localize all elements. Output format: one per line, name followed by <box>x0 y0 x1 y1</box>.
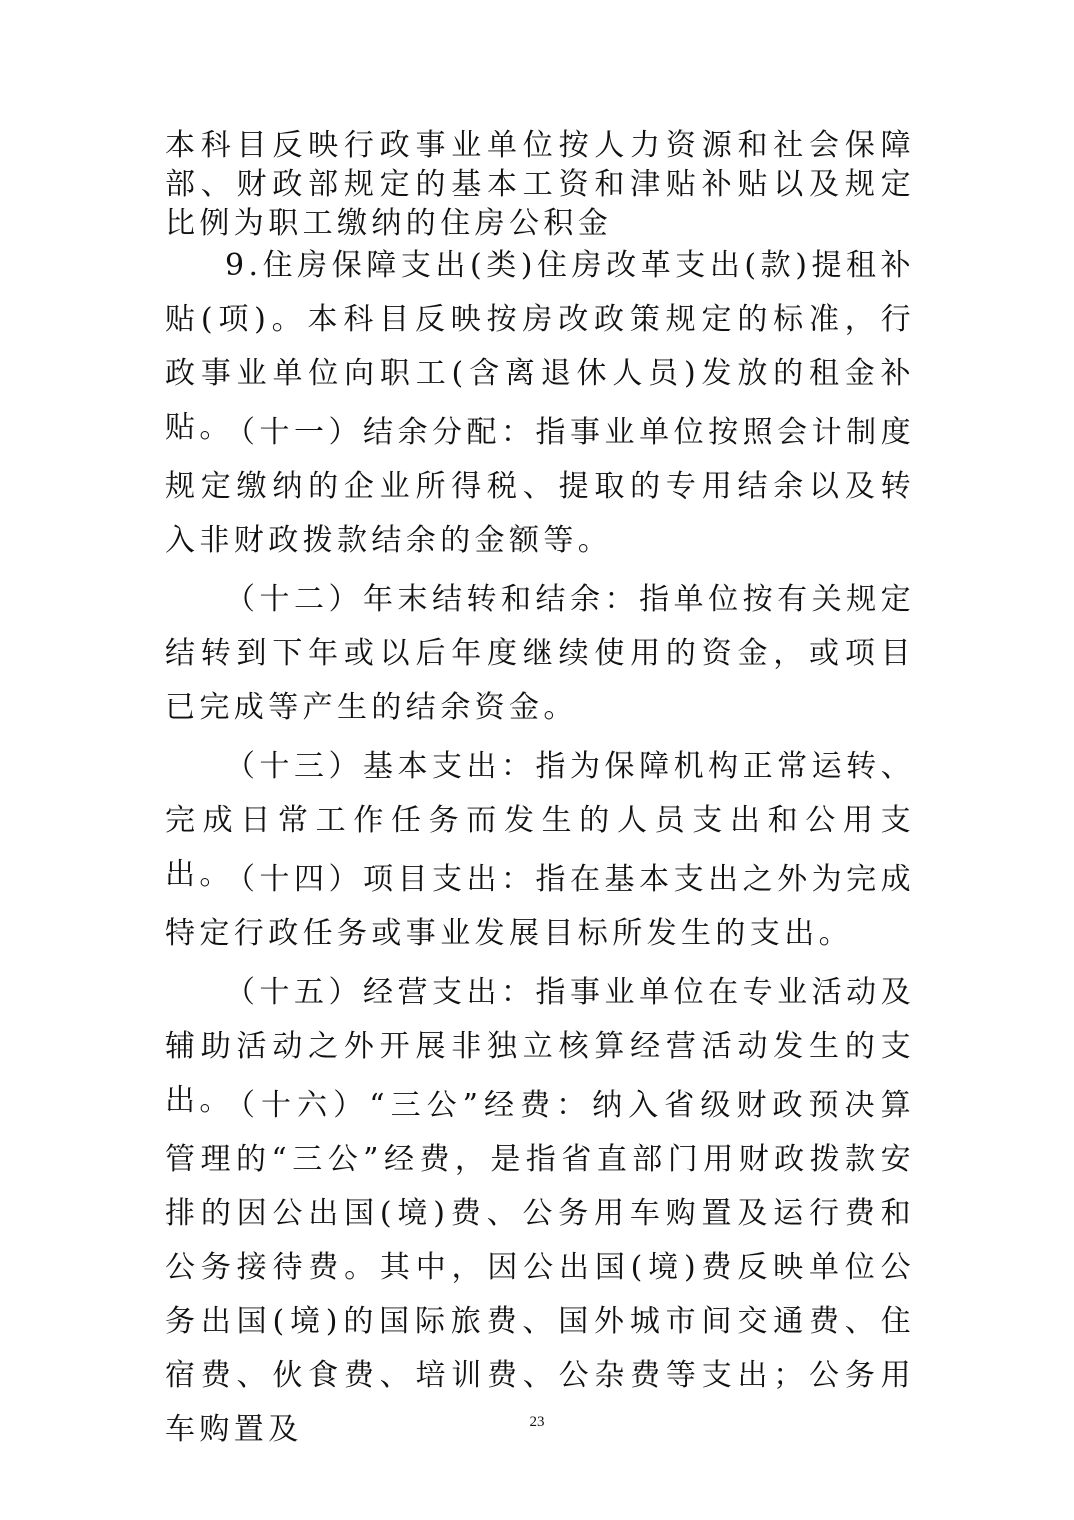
paragraph-housing-fund-note: 本科目反映行政事业单位按人力资源和社会保障部、财政部规定的基本工资和津贴补贴以及规定比例为职工缴纳的住房公积金 <box>165 128 915 241</box>
paragraph-item-9-rent-subsidy: 9.住房保障支出(类)住房改革支出(款)提租补贴(项)。本科目反映按房改政策规定的标准，行政事业单位向职工(含离退休人员)发放的租金补贴。 <box>165 248 915 445</box>
paragraph-section-15-operating-expenditure: （十五）经营支出：指事业单位在专业活动及辅助活动之外开展非独立核算经营活动发生的支出。 <box>165 975 915 1118</box>
paragraph-section-16-three-public-expenses: （十六）“三公”经费：纳入省级财政预决算管理的“三公”经费，是指省直部门用财政拨款安排的因公出国(境)费、公务用车购置及运行费和公务接待费。其中，因公出国(境)费反映单位公务出国(境)的国际旅费、国外城市间交通费、住宿费、伙食费、培训费、公杂费等支出；公务用车购置及 <box>165 1088 915 1447</box>
page-number: 23 <box>529 1414 545 1430</box>
paragraph-section-11-surplus-distribution: （十一）结余分配：指事业单位按照会计制度规定缴纳的企业所得税、提取的专用结余以及转入非财政拨款结余的金额等。 <box>165 415 915 558</box>
paragraph-section-12-year-end-balance: （十二）年末结转和结余：指单位按有关规定结转到下年或以后年度继续使用的资金，或项目已完成等产生的结余资金。 <box>165 582 915 725</box>
paragraph-section-13-basic-expenditure: （十三）基本支出：指为保障机构正常运转、完成日常工作任务而发生的人员支出和公用支出。 <box>165 749 915 892</box>
paragraph-section-14-project-expenditure: （十四）项目支出：指在基本支出之外为完成特定行政任务或事业发展目标所发生的支出。 <box>165 862 915 951</box>
